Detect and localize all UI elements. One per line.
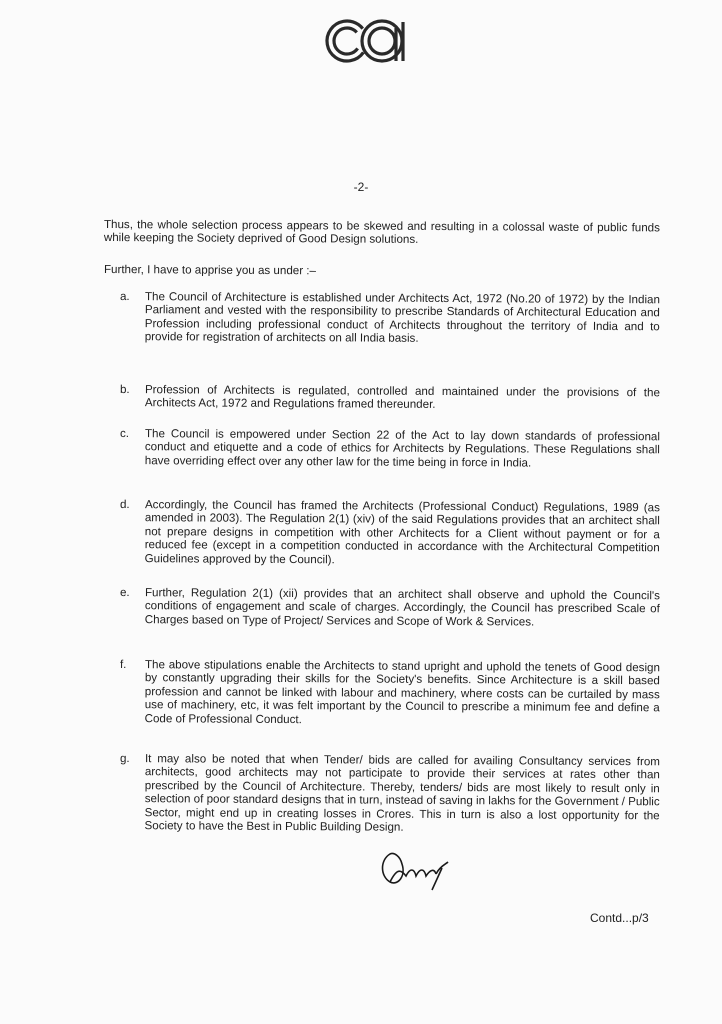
list-item (120, 498, 660, 568)
list-item-text: The Council is empowered under Section 22 of the Act to lay down standards of professional conduct and etiquette and a code of ethics for Architects by Regulations. These Regulations shall have overriding effect over any other law for the time being in force in India. (144, 427, 660, 470)
list-item-letter: c. (119, 427, 130, 441)
list-item-letter: d. (119, 498, 130, 512)
list-item (120, 752, 660, 836)
list-item (120, 427, 660, 471)
intro-paragraph: Thus, the whole selection process appears to be skewed and resulting in a colossal waste of public funds while keeping the Society deprived of Good Design solutions. (103, 218, 660, 247)
list-item-letter: b. (119, 383, 130, 397)
list-item (120, 383, 660, 413)
continued-note: Contd...p/3 (590, 911, 649, 925)
apprise-paragraph: Further, I have to apprise you as under :– (103, 263, 317, 278)
list-item-text: It may also be noted that when Tender/ bids are called for availing Consultancy services from architects, good architects may not participate to provide their services at rates other than prescribed by the Council of Architecture. Thereby, tenders/ bids are most likely to result only in selection of poor standard designs that in turn, instead of saving in lakhs for the Government / Public Sector, might end up in creating losses in Crores. This in turn is also a lost opportunity for the Society to have the Best in Public Building Design. (144, 752, 660, 834)
list-item (120, 586, 660, 630)
page-number: -2- (353, 180, 369, 194)
list-item-letter: a. (119, 290, 130, 304)
list-item-letter: e. (119, 586, 130, 600)
list-item (120, 658, 660, 728)
handwritten-signature (376, 846, 456, 894)
list-item (120, 290, 660, 347)
council-of-architecture-logo (322, 16, 412, 66)
list-item-text: Profession of Architects is regulated, controlled and maintained under the provisions of the Architects Act, 1972 and Regulations framed thereunder. (144, 383, 660, 412)
list-item-text: The Council of Architecture is established under Architects Act, 1972 (No.20 of 1972) by the Indian Parliament and vested with the responsibility to prescribe Standards of Architectural Education and Profession including professional conduct of Architects throughout the territory of India and to provide for registration of architects on all India basis. (144, 290, 660, 346)
list-item-text: Accordingly, the Council has framed the Architects (Professional Conduct) Regulations, 1989 (as amended in 2003). The Regulation 2(1) (xiv) of the said Regulations provides that an architect shall not prepare designs in competition with other Architects for a Client without payment or for a reduced fee (except in a competition conducted in accordance with the Architectural Competition Guidelines approved by the Council). (144, 498, 660, 566)
list-item-text: The above stipulations enable the Architects to stand upright and uphold the tenets of Good design by constantly upgrading their skills for the Society's benefits. Since Architecture is a skill based profession and cannot be linked with labour and machinery, where costs can be curtailed by mass use of machinery, etc, it was felt important by the Council to prescribe a minimum fee and define a Code of Professional Conduct. (144, 658, 660, 726)
list-item-letter: f. (119, 658, 127, 672)
list-item-letter: g. (119, 752, 130, 766)
list-item-text: Further, Regulation 2(1) (xii) provides that an architect shall observe and uphold the Council's conditions of engagement and scale of charges. Accordingly, the Council has prescribed Scale of Charges based on Type of Project/ Services and Scope of Work & Services. (144, 586, 660, 629)
